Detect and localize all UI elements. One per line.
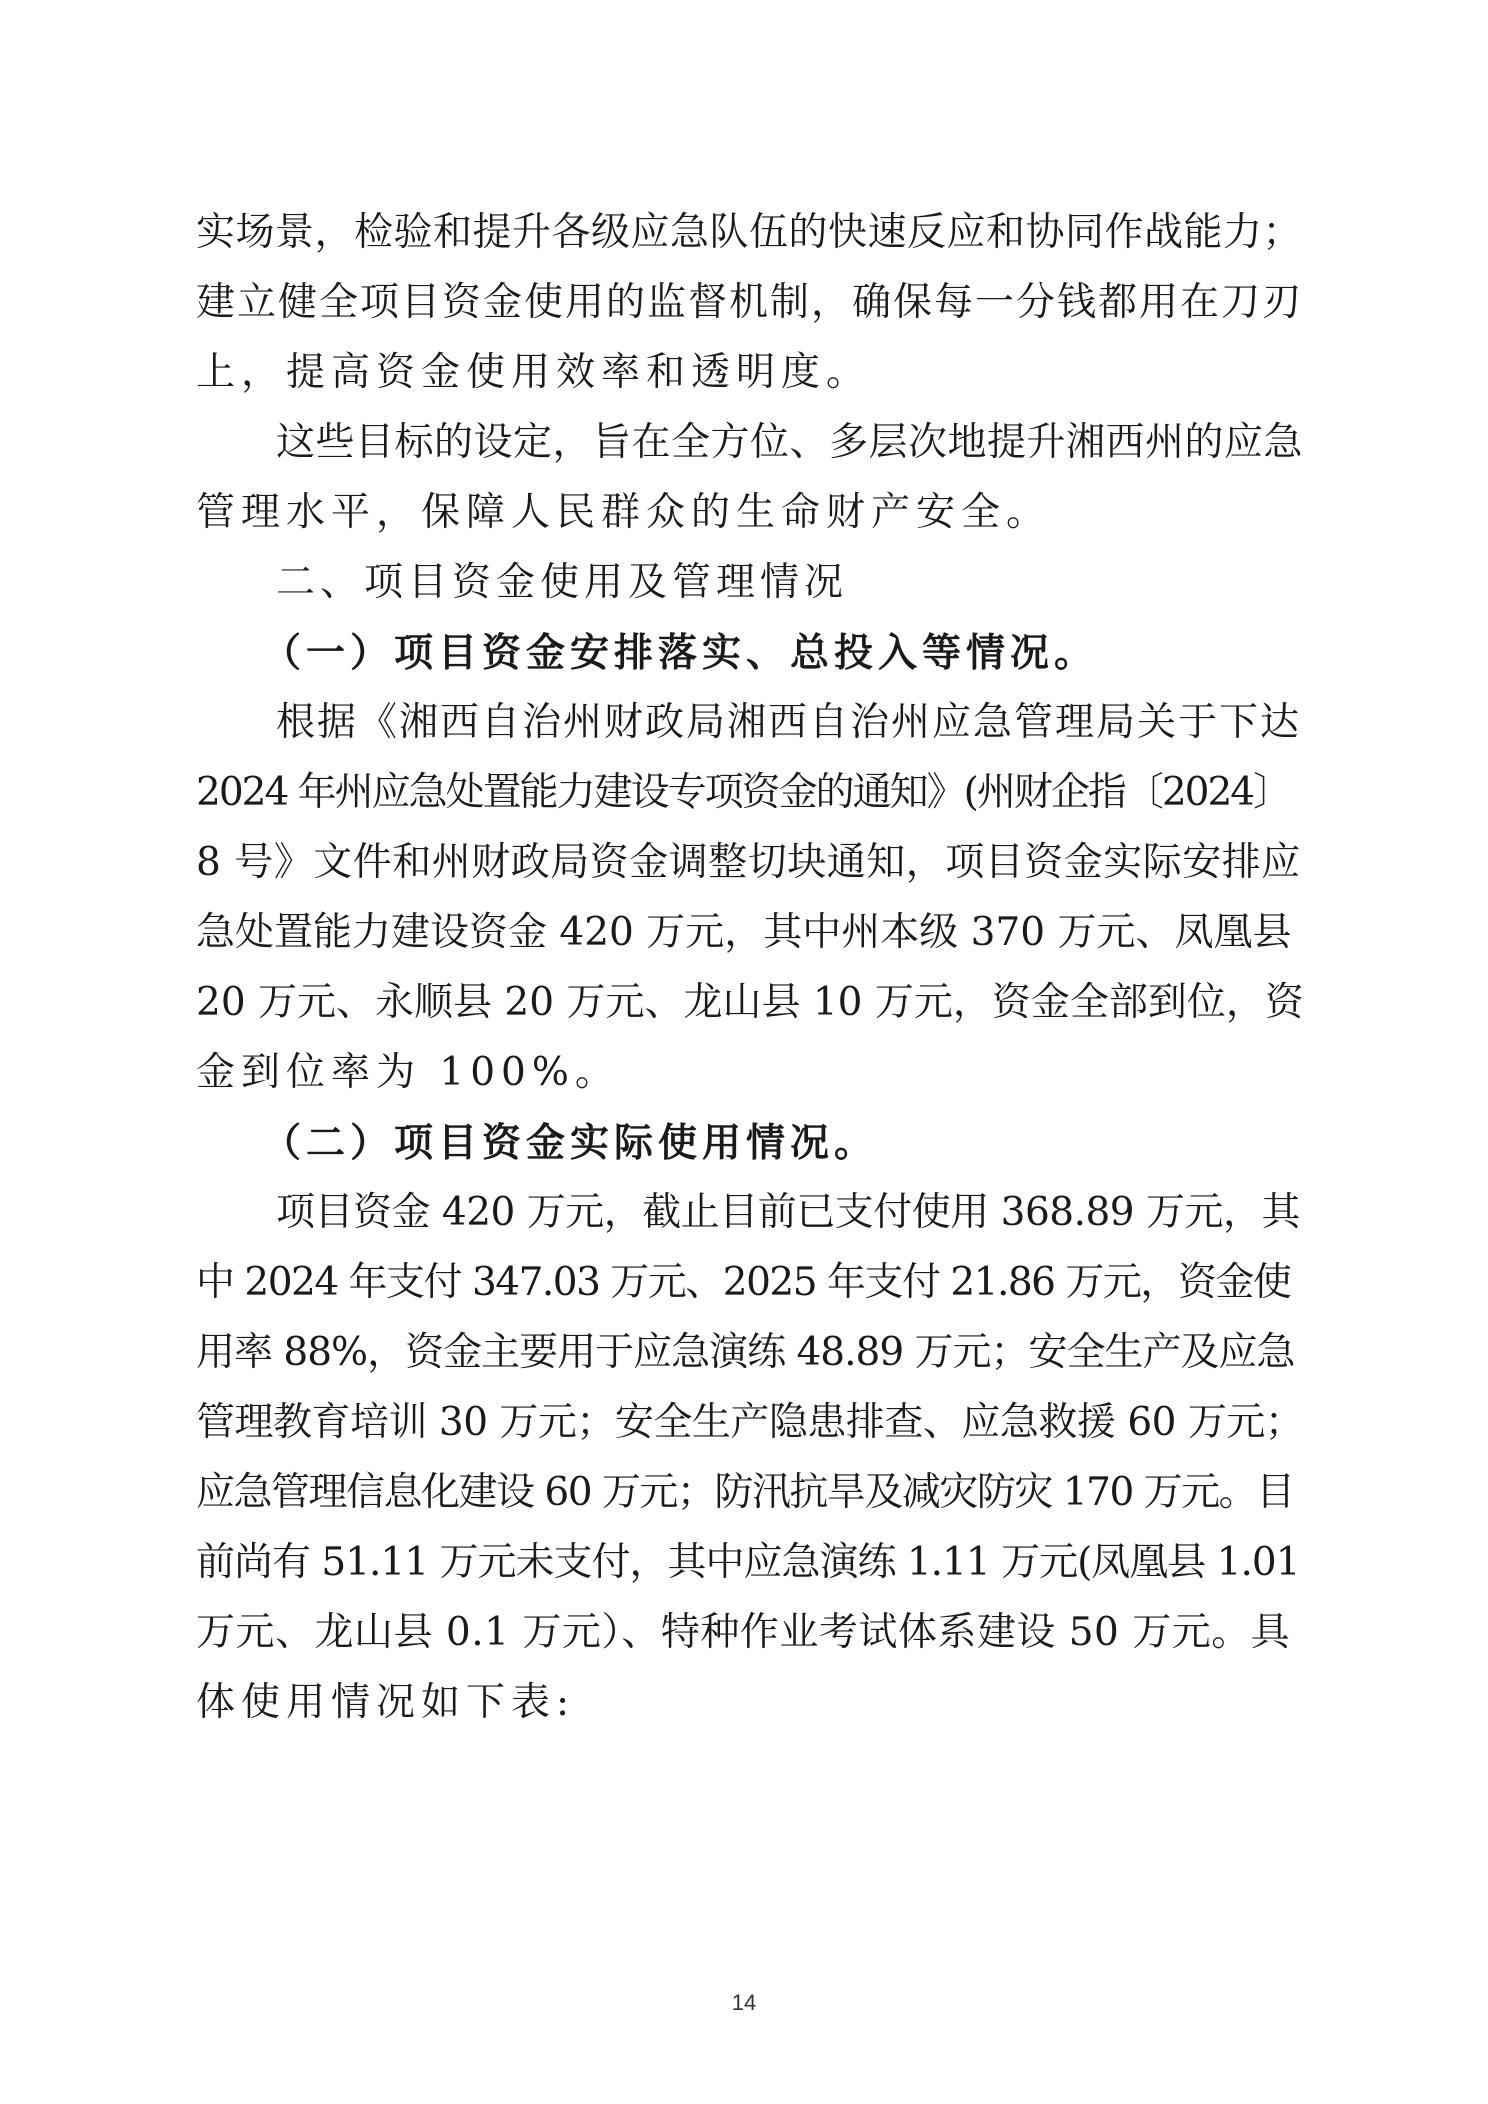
body-text-line: 金到位率为 100%。 bbox=[196, 1050, 620, 1095]
body-text-line: 2024 年州应急处置能力建设专项资金的通知》(州财企指〔2024〕 bbox=[196, 770, 1291, 815]
body-text-line: 建立健全项目资金使用的监督机制，确保每一分钱都用在刀刃 bbox=[196, 280, 1304, 325]
body-text-line: 实场景，检验和提升各级应急队伍的快速反应和协同作战能力； bbox=[196, 210, 1303, 255]
body-text-line: 急处置能力建设资金 420 万元，其中州本级 370 万元、凤凰县 bbox=[196, 910, 1292, 955]
section-heading: 二、项目资金使用及管理情况 bbox=[276, 560, 849, 605]
paragraph-start-line: 根据《湘西自治州财政局湘西自治州应急管理局关于下达 bbox=[276, 700, 1302, 745]
body-text-line: 管理教育培训 30 万元；安全生产隐患排查、应急救援 60 万元； bbox=[196, 1400, 1304, 1445]
page-number: 14 bbox=[731, 1990, 757, 2015]
body-text-line: 8 号》文件和州财政局资金调整切块通知，项目资金实际安排应 bbox=[196, 840, 1301, 885]
body-text-line: 用率 88%，资金主要用于应急演练 48.89 万元；安全生产及应急 bbox=[196, 1330, 1295, 1375]
paragraph-start-line: 项目资金 420 万元，截止目前已支付使用 368.89 万元，其 bbox=[276, 1190, 1300, 1235]
body-text-line: 上，提高资金使用效率和透明度。 bbox=[196, 350, 872, 395]
body-text-line: 中 2024 年支付 347.03 万元、2025 年支付 21.86 万元，资金使 bbox=[196, 1260, 1291, 1305]
body-text-line: 管理水平，保障人民群众的生命财产安全。 bbox=[196, 490, 1052, 535]
body-text-line: 体使用情况如下表: bbox=[196, 1680, 576, 1725]
document-body bbox=[196, 198, 1306, 1738]
body-text-line: 前尚有 51.11 万元未支付，其中应急演练 1.11 万元(凤凰县 1.01 bbox=[196, 1540, 1300, 1585]
body-text-line: 20 万元、永顺县 20 万元、龙山县 10 万元，资金全部到位，资 bbox=[196, 980, 1304, 1025]
subsection-heading: （一）项目资金安排落实、总投入等情况。 bbox=[262, 630, 1099, 676]
subsection-heading: （二）项目资金实际使用情况。 bbox=[262, 1120, 879, 1166]
paragraph-start-line: 这些目标的设定，旨在全方位、多层次地提升湘西州的应急 bbox=[276, 420, 1304, 465]
body-text-line: 万元、龙山县 0.1 万元）、特种作业考试体系建设 50 万元。具 bbox=[196, 1610, 1291, 1655]
body-text-line: 应急管理信息化建设 60 万元；防汛抗旱及减灾防灾 170 万元。目 bbox=[196, 1470, 1294, 1515]
